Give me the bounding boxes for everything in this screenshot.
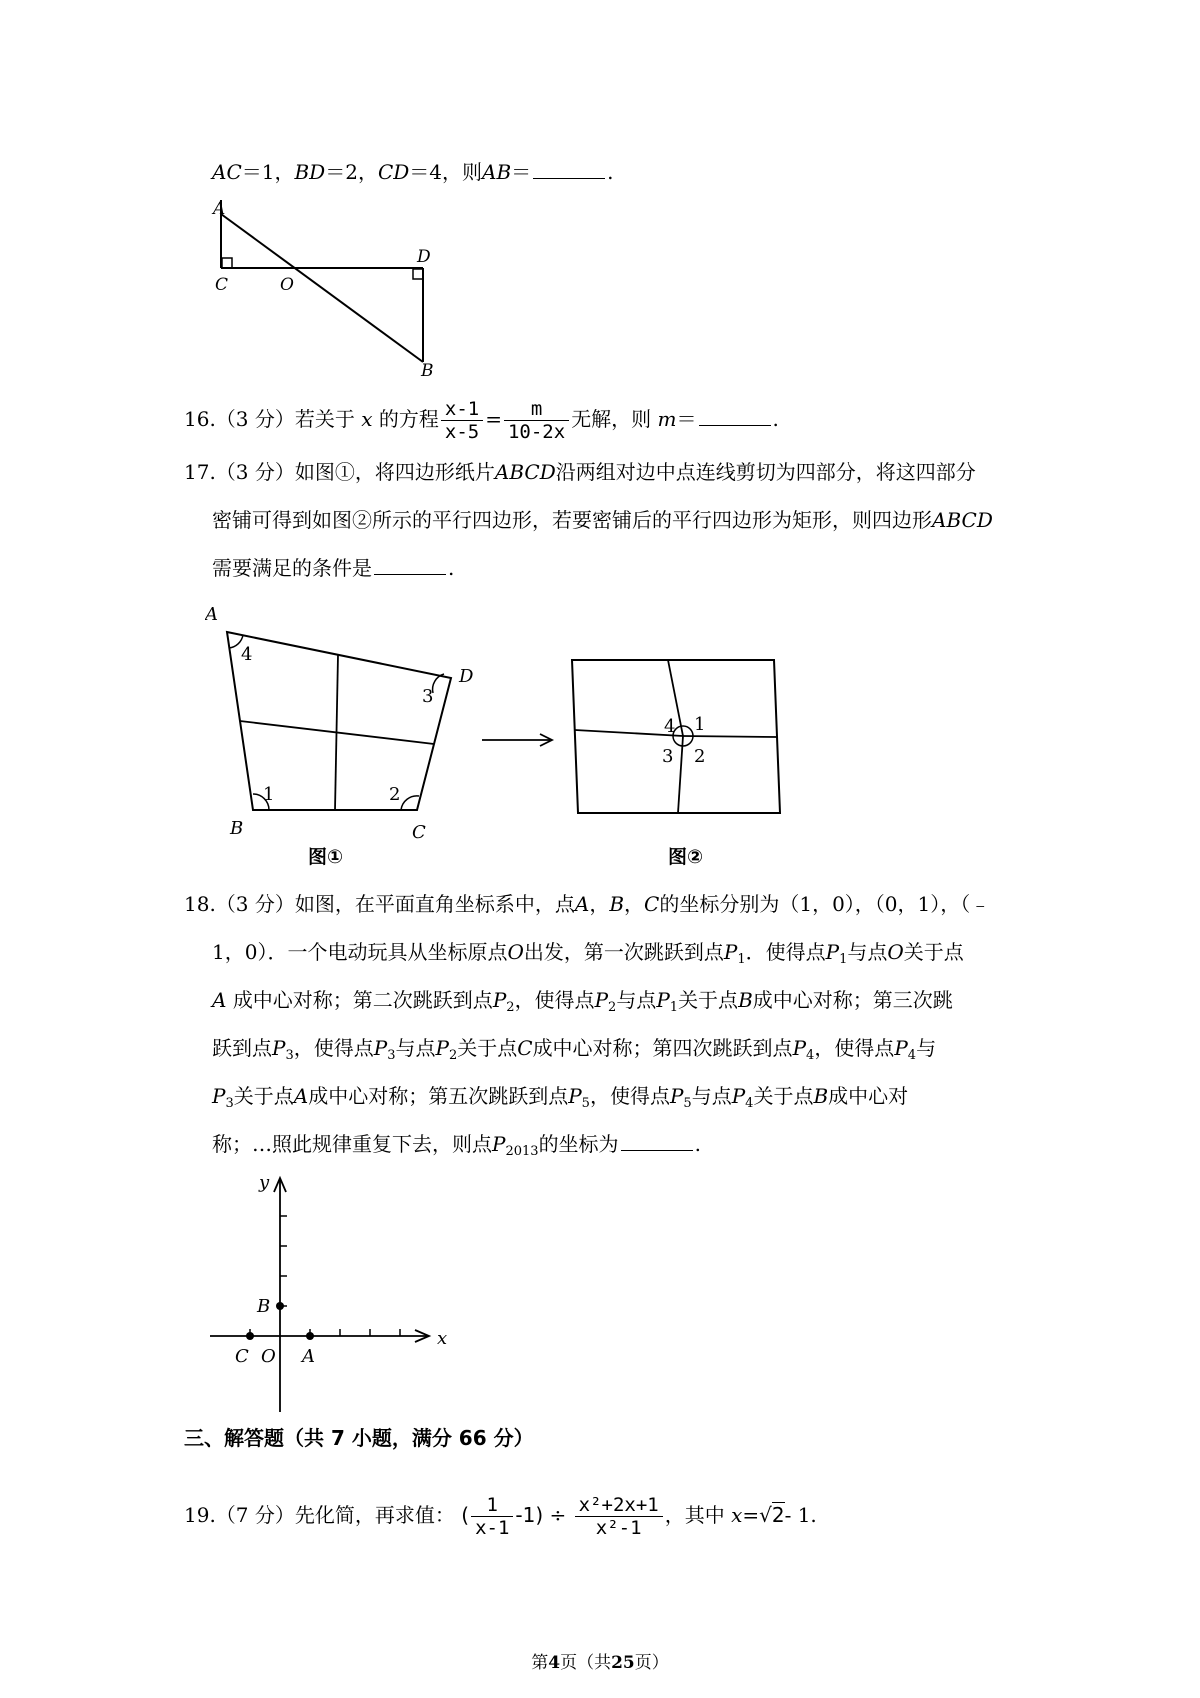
var-m: m: [657, 407, 677, 431]
text: ＝: [676, 407, 697, 431]
var-p: P: [894, 1036, 908, 1060]
text: ，使得点: [589, 1084, 670, 1108]
label-a: A: [302, 1346, 315, 1367]
text: 的坐标分别为（1，0），（0，1），（﹣: [659, 892, 991, 916]
text: 成中心对称；第二次跳跃到点: [232, 988, 493, 1012]
var-p: P: [492, 988, 507, 1012]
text: ＝: [511, 160, 532, 184]
var-p: P: [568, 1084, 582, 1108]
page-footer: [0, 1648, 1200, 1673]
q15-condition-line: [212, 158, 614, 186]
denominator: x²-1: [595, 1517, 642, 1539]
text: 与点: [395, 1036, 436, 1060]
text: 16.（3 分）若关于: [184, 407, 355, 431]
text: 密铺可得到如图②所示的平行四边形，若要密铺后的平行四边形为矩形，则四边形: [212, 508, 932, 532]
section-heading: 三、解答题（共 7 小题，满分 66 分）: [184, 1426, 534, 1450]
text: ．使得点: [745, 940, 826, 964]
text: ，使得点: [514, 988, 595, 1012]
axis-label-x: x: [437, 1328, 448, 1349]
label-a: A: [205, 604, 218, 625]
subscript: 1: [737, 952, 746, 967]
text: 沿两组对边中点连线剪切为四部分，将这四部分: [555, 460, 976, 484]
label-c: C: [412, 822, 426, 843]
fraction-2: [504, 398, 569, 443]
angle-3: 3: [662, 746, 674, 767]
q18-line-2: [212, 938, 964, 974]
var-p: P: [656, 988, 670, 1012]
var-p: P: [669, 1084, 684, 1108]
q17-figure-2: [568, 650, 788, 825]
numerator: 1: [471, 1494, 513, 1517]
caption-figure-2: 图②: [668, 846, 704, 868]
text: 与点: [847, 940, 888, 964]
text: .: [694, 1132, 701, 1156]
subscript: 2: [448, 1048, 458, 1063]
q16-line: [184, 398, 779, 443]
var-o: O: [507, 940, 524, 964]
subscript: 2: [608, 1000, 617, 1015]
page-number: 4: [548, 1653, 561, 1673]
text: ，使得点: [293, 1036, 374, 1060]
text: 需要满足的条件是: [212, 556, 372, 580]
label-b: B: [421, 361, 434, 380]
numerator: x²+2x+1: [575, 1494, 663, 1517]
label-b: B: [230, 818, 244, 839]
q18-line-3: [212, 986, 953, 1022]
q19-line: [184, 1494, 817, 1539]
var-b: B: [738, 988, 753, 1012]
text: ，使得点: [814, 1036, 895, 1060]
text: .: [607, 160, 614, 184]
text: ÷: [549, 1503, 567, 1527]
var-c: C: [644, 892, 660, 916]
page-total: 25: [611, 1653, 635, 1673]
text: 18.（3 分）如图，在平面直角坐标系中，点: [184, 892, 575, 916]
text: 页）: [634, 1653, 669, 1673]
subscript: 5: [683, 1096, 692, 1111]
text: 成中心对称；第三次跳: [752, 988, 953, 1012]
fraction-2: [575, 1494, 663, 1539]
var-abcd: ABCD: [494, 460, 556, 484]
var-b: B: [609, 892, 625, 916]
var-x: x: [361, 407, 373, 431]
numerator: m: [504, 398, 569, 421]
text: 无解，则: [571, 407, 652, 431]
var-p: P: [723, 940, 738, 964]
text: 成中心对: [828, 1084, 909, 1108]
fraction-1: [471, 1494, 513, 1539]
var-p: P: [825, 940, 840, 964]
text: 关于点: [678, 988, 739, 1012]
subscript: 2: [506, 1000, 515, 1015]
text: 关于点: [753, 1084, 814, 1108]
denominator: x-1: [475, 1517, 510, 1539]
text: .: [448, 556, 455, 580]
text: 第: [531, 1653, 549, 1673]
text: 跃到点: [212, 1036, 272, 1060]
angle-1: 1: [694, 714, 706, 735]
text: 与点: [691, 1084, 732, 1108]
label-c: C: [215, 275, 229, 295]
label-b: B: [257, 1296, 271, 1317]
var-a: A: [574, 892, 590, 916]
text: =: [742, 1503, 760, 1527]
q17-figure-1: [205, 598, 495, 853]
q18-line-4: [212, 1034, 936, 1070]
var-p: P: [731, 1084, 746, 1108]
q15-figure: [205, 200, 445, 380]
var-p: P: [492, 1132, 506, 1156]
text: - 1.: [784, 1503, 817, 1527]
denominator: x-5: [444, 421, 480, 443]
text: 页（共: [560, 1653, 612, 1673]
answer-blank: [533, 158, 605, 179]
label-o: O: [280, 275, 294, 295]
text: 17.（3 分）如图①，将四边形纸片: [184, 460, 495, 484]
sqrt-radicand: 2: [771, 1503, 785, 1527]
angle-2: 2: [389, 784, 401, 805]
angle-3: 3: [422, 686, 434, 707]
q17-line-3: [212, 554, 454, 582]
text: ＝2，: [325, 160, 378, 184]
var-p: P: [594, 988, 609, 1012]
label-c: C: [235, 1346, 249, 1367]
text: =: [485, 407, 502, 431]
label-a: A: [213, 200, 226, 219]
subscript: 3: [225, 1096, 234, 1111]
text: 关于点: [903, 940, 964, 964]
var-a: A: [212, 988, 227, 1012]
denominator: 10-2x: [507, 421, 566, 443]
angle-2: 2: [694, 746, 706, 767]
var-o: O: [887, 940, 904, 964]
fraction-1: [441, 398, 483, 443]
text: 关于点: [457, 1036, 518, 1060]
q18-line-1: [184, 890, 990, 918]
subscript: 3: [387, 1048, 396, 1063]
subscript: 4: [806, 1048, 815, 1063]
text: 与点: [616, 988, 657, 1012]
subscript: 1: [839, 952, 848, 967]
text: ＝4，则: [409, 160, 483, 184]
text: 成中心对称；第五次跳跃到点: [308, 1084, 569, 1108]
label-d: D: [459, 666, 474, 687]
subscript: 2013: [505, 1144, 539, 1159]
text: ，: [589, 892, 610, 916]
answer-blank: [621, 1130, 693, 1151]
subscript: 5: [581, 1096, 590, 1111]
text: .: [772, 407, 779, 431]
subscript: 1: [669, 1000, 679, 1015]
var-abcd: ABCD: [932, 508, 993, 532]
text: 关于点: [233, 1084, 294, 1108]
answer-blank: [699, 405, 771, 426]
text: 的坐标为: [538, 1132, 619, 1156]
var-p: P: [272, 1036, 286, 1060]
var-ac: AC: [212, 160, 242, 184]
subscript: 4: [907, 1048, 917, 1063]
point-c: [246, 1332, 254, 1340]
var-ab: AB: [482, 160, 512, 184]
var-cd: CD: [377, 160, 410, 184]
text: 的方程: [378, 407, 439, 431]
var-bd: BD: [294, 160, 326, 184]
text: 1，0）．一个电动玩具从坐标原点: [212, 940, 508, 964]
numerator: x-1: [441, 398, 483, 421]
text: -1): [515, 1503, 544, 1527]
text: ，: [624, 892, 645, 916]
q18-coordinate-figure: [205, 1168, 465, 1418]
var-p: P: [212, 1084, 226, 1108]
q18-line-6: [212, 1130, 701, 1166]
var-x: x: [731, 1503, 743, 1527]
sqrt-symbol: √2: [759, 1503, 785, 1527]
subscript: 4: [745, 1096, 754, 1111]
point-a: [306, 1332, 314, 1340]
axis-label-y: y: [259, 1172, 270, 1193]
point-b: [276, 1302, 284, 1310]
var-c: C: [517, 1036, 533, 1060]
var-p: P: [435, 1036, 449, 1060]
text: 出发，第一次跳跃到点: [523, 940, 724, 964]
q18-line-5: [212, 1082, 908, 1118]
text: 19.（7 分）先化简，再求值：: [184, 1503, 455, 1527]
caption-figure-1: 图①: [308, 846, 344, 868]
answer-blank: [374, 554, 446, 575]
angle-1: 1: [263, 784, 275, 805]
text: 成中心对称；第四次跳跃到点: [532, 1036, 793, 1060]
angle-4: 4: [664, 716, 676, 737]
var-p: P: [373, 1036, 388, 1060]
text: 与: [916, 1036, 937, 1060]
var-p: P: [792, 1036, 807, 1060]
paren: (: [461, 1503, 470, 1527]
var-a: A: [293, 1084, 309, 1108]
label-d: D: [417, 247, 431, 267]
subscript: 3: [285, 1048, 294, 1063]
text: ，其中: [664, 1503, 725, 1527]
arrow-icon: [480, 730, 560, 750]
angle-4: 4: [241, 644, 253, 665]
text: 称；…照此规律重复下去，则点: [212, 1132, 492, 1156]
text: ＝1，: [241, 160, 295, 184]
q17-line-2: [212, 506, 993, 534]
var-b: B: [813, 1084, 829, 1108]
q17-line-1: [184, 458, 976, 486]
label-o: O: [261, 1346, 276, 1367]
